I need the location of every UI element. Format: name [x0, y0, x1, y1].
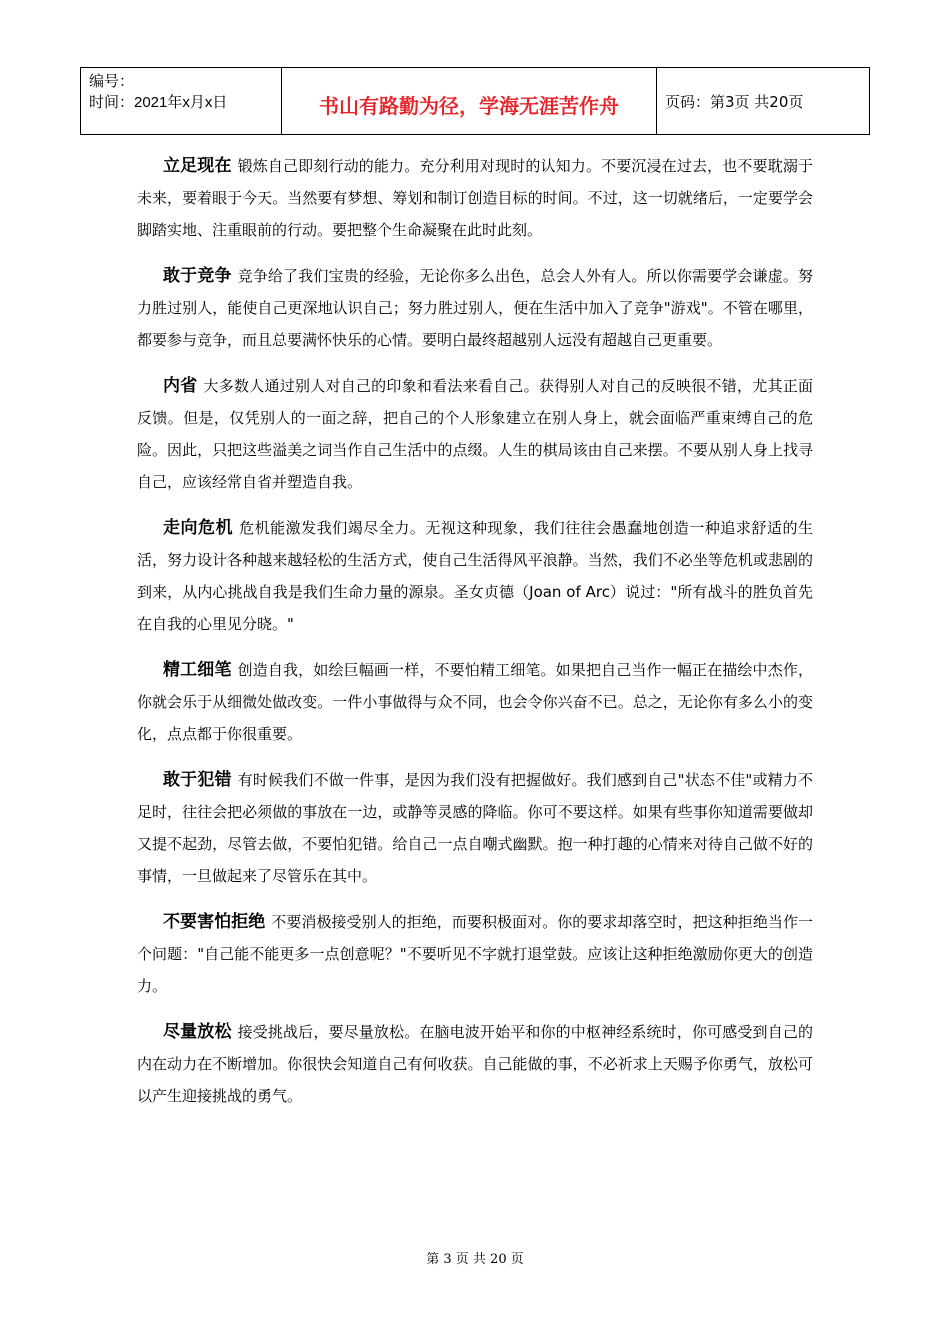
page-info: 页码：第3页 共20页 — [665, 92, 804, 111]
paragraph-title: 敢于竞争 — [163, 266, 232, 286]
paragraph-title: 敢于犯错 — [163, 770, 232, 790]
paragraph-title: 尽量放松 — [163, 1022, 232, 1042]
paragraph-text: 创造自我，如绘巨幅画一样，不要怕精工细笔。如果把自己当作一幅正在描绘中杰作，你就会乐于从细微处做改变。一件小事做得与众不同，也会令你兴奋不已。总之，无论你有多么小的变化，点点都于你很重要。 — [137, 661, 813, 743]
paragraph-title: 不要害怕拒绝 — [163, 912, 266, 932]
paragraph-title: 精工细笔 — [163, 660, 232, 680]
paragraph — [137, 906, 813, 1002]
paragraph — [137, 150, 813, 246]
paragraph-text: 大多数人通过别人对自己的印象和看法来看自己。获得别人对自己的反映很不错，尤其正面反馈。但是，仅凭别人的一面之辞，把自己的个人形象建立在别人身上，就会面临严重束缚自己的危险。因此，只把这些溢美之词当作自己生活中的点缀。人生的棋局该由自己来摆。不要从别人身上找寻自己，应该经常自省并塑造自我。 — [137, 377, 814, 491]
paragraph — [137, 370, 813, 498]
page-footer — [0, 1248, 950, 1267]
paragraph-text: 竞争给了我们宝贵的经验，无论你多么出色，总会人外有人。所以你需要学会谦虚。努力胜过别人，能使自己更深地认识自己；努力胜过别人，便在生活中加入了竞争"游戏"。不管在哪里，都要参与竞争，而且总要满怀快乐的心情。要明白最终超越别人远没有超越自己更重要。 — [137, 267, 813, 349]
number-label: 编号： — [89, 73, 135, 90]
header-motto-cell — [282, 68, 657, 134]
motto-text: 书山有路勤为径，学海无涯苦作舟 — [319, 93, 619, 118]
paragraph-text: 接受挑战后，要尽量放松。在脑电波开始平和你的中枢神经系统时，你可感受到自己的内在动力在不断增加。你很快会知道自己有何收获。自己能做的事，不必祈求上天赐予你勇气，放松可以产生迎接挑战的勇气。 — [137, 1023, 813, 1105]
paragraph-text: 锻炼自己即刻行动的能力。充分利用对现时的认知力。不要沉浸在过去，也不要耽溺于未来，要着眼于今天。当然要有梦想、筹划和制订创造目标的时间。不过，这一切就绪后，一定要学会脚踏实地、注重眼前的行动。要把整个生命凝聚在此时此刻。 — [137, 157, 813, 239]
header-page-cell — [657, 68, 869, 134]
paragraph — [137, 260, 813, 356]
paragraph-title: 立足现在 — [163, 156, 232, 176]
page-header — [80, 67, 870, 135]
paragraph-text: 不要消极接受别人的拒绝，而要积极面对。你的要求却落空时，把这种拒绝当作一个问题："自己能不能更多一点创意呢？"不要听见不字就打退堂鼓。应该让这种拒绝激励你更大的创造力。 — [137, 913, 813, 995]
document-body — [137, 150, 813, 1126]
paragraph — [137, 512, 813, 640]
footer-page-number: 第 3 页 共 20 页 — [426, 1252, 524, 1267]
paragraph — [137, 654, 813, 750]
date-label: 时间：2021年x月x日 — [89, 94, 228, 111]
header-meta-cell — [81, 68, 282, 134]
paragraph — [137, 764, 813, 892]
paragraph-text: 危机能激发我们竭尽全力。无视这种现象，我们往往会愚蠢地创造一种追求舒适的生活，努力设计各种越来越轻松的生活方式，使自己生活得风平浪静。当然，我们不必坐等危机或悲剧的到来，从内心挑战自我是我们生命力量的源泉。圣女贞德（Joan of Arc）说过："所有战斗的胜负首先在自我的心里见分晓。" — [137, 519, 813, 633]
paragraph — [137, 1016, 813, 1112]
paragraph-text: 有时候我们不做一件事，是因为我们没有把握做好。我们感到自己"状态不佳"或精力不足时，往往会把必须做的事放在一边，或静等灵感的降临。你可不要这样。如果有些事你知道需要做却又提不起劲，尽管去做，不要怕犯错。给自己一点自嘲式幽默。抱一种打趣的心情来对待自己做不好的事情，一旦做起来了尽管乐在其中。 — [137, 771, 813, 885]
paragraph-title: 走向危机 — [163, 518, 234, 538]
paragraph-title: 内省 — [163, 376, 198, 396]
